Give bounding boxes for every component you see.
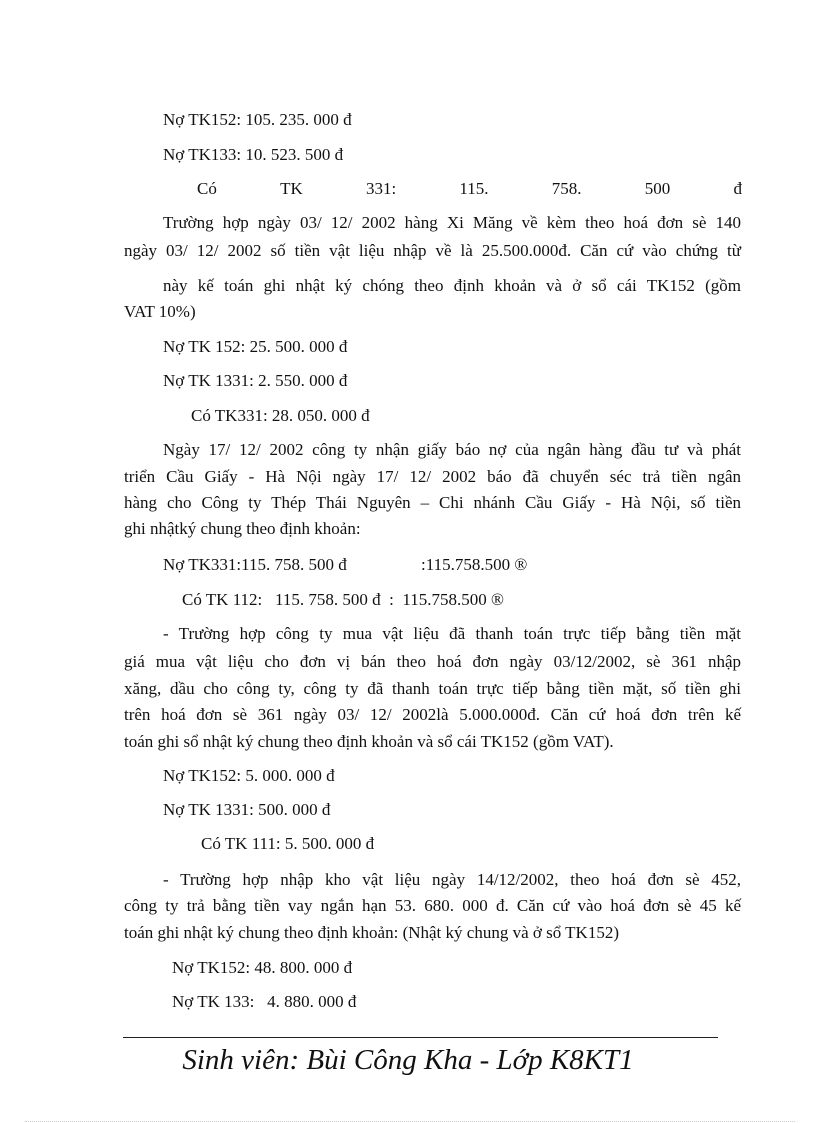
entry-word: đ (733, 179, 742, 198)
entry-credit-tk331: Có TK331: 28. 050. 000 đ (191, 406, 370, 425)
entry-debit-tk152: Nợ TK152: 105. 235. 000 đ (163, 110, 352, 129)
paragraph-line: VAT 10%) (124, 302, 196, 321)
paragraph-line: hàng cho Công ty Thép Thái Nguyên – Chi nhánh Cầu Giấy - Hà Nội, số tiền (124, 493, 741, 512)
entry-credit-tk112: Có TK 112: 115. 758. 500 đ : 115.758.500 ® (182, 590, 504, 609)
paragraph-line: giá mua vật liệu cho đơn vị bán theo hoá đơn ngày 03/12/2002, sè 361 nhập (124, 652, 741, 671)
footer-divider (123, 1037, 718, 1038)
paragraph-line: ghi nhậtký chung theo định khoản: (124, 519, 361, 538)
entry-word: 331: (365, 179, 397, 198)
paragraph-line: toán ghi nhật ký chung theo định khoản: (Nhật ký chung và ở sổ TK152) (124, 923, 619, 942)
paragraph-line: - Trường hợp công ty mua vật liệu đã thanh toán trực tiếp bằng tiền mặt (163, 624, 741, 643)
entry-word: 758. (551, 179, 582, 198)
paragraph-line: trên hoá đơn sè 361 ngày 03/ 12/ 2002là 5.000.000đ. Căn cứ hoá đơn trên kế (124, 705, 741, 724)
entry-credit-tk111: Có TK 111: 5. 500. 000 đ (201, 834, 375, 853)
entry-word: 115. (459, 179, 489, 198)
paragraph-line: Ngày 17/ 12/ 2002 công ty nhận giấy báo nợ của ngân hàng đầu tư và phát (163, 440, 741, 459)
entry-credit-tk331 (197, 179, 742, 199)
entry-debit-amount: :115.758.500 ® (421, 555, 528, 574)
paragraph-line: - Trường hợp nhập kho vật liệu ngày 14/12/2002, theo hoá đơn sè 452, (163, 870, 741, 889)
paragraph-line: xăng, dầu cho công ty, công ty đã thanh toán trực tiếp bằng tiền mặt, số tiền ghi (124, 679, 741, 698)
page-bottom-border (25, 1121, 795, 1122)
paragraph-line: công ty trả bằng tiền vay ngắn hạn 53. 680. 000 đ. Căn cứ vào hoá đơn sè 45 kế (124, 896, 741, 915)
paragraph-line: toán ghi sổ nhật ký chung theo định khoản và sổ cái TK152 (gồm VAT). (124, 732, 614, 751)
paragraph-line: Trường hợp ngày 03/ 12/ 2002 hàng Xi Măng về kèm theo hoá đơn sè 140 (163, 213, 741, 232)
entry-debit-tk152: Nợ TK152: 5. 000. 000 đ (163, 766, 335, 785)
paragraph-line: này kế toán ghi nhật ký chóng theo định khoản và ở sổ cái TK152 (gồm (163, 276, 741, 295)
entry-word: Có (197, 179, 217, 198)
entry-debit-tk1331: Nợ TK 1331: 2. 550. 000 đ (163, 371, 348, 390)
entry-debit-tk152: Nợ TK 152: 25. 500. 000 đ (163, 337, 348, 356)
footer-student-name: Sinh viên: Bùi Công Kha - Lớp K8KT1 (182, 1044, 634, 1076)
paragraph-line: triển Cầu Giấy - Hà Nội ngày 17/ 12/ 2002 báo đã chuyển séc trả tiền ngân (124, 467, 741, 486)
paragraph-line: ngày 03/ 12/ 2002 số tiền vật liệu nhập về là 25.500.000đ. Căn cứ vào chứng từ (124, 241, 741, 260)
entry-debit-tk133: Nợ TK 133: 4. 880. 000 đ (172, 992, 357, 1011)
entry-debit-tk331: Nợ TK331:115. 758. 500 đ (163, 555, 347, 574)
entry-debit-tk1331: Nợ TK 1331: 500. 000 đ (163, 800, 331, 819)
entry-debit-tk133: Nợ TK133: 10. 523. 500 đ (163, 145, 344, 164)
entry-word: 500 (644, 179, 671, 198)
entry-debit-tk152: Nợ TK152: 48. 800. 000 đ (172, 958, 353, 977)
entry-word: TK (280, 179, 303, 198)
